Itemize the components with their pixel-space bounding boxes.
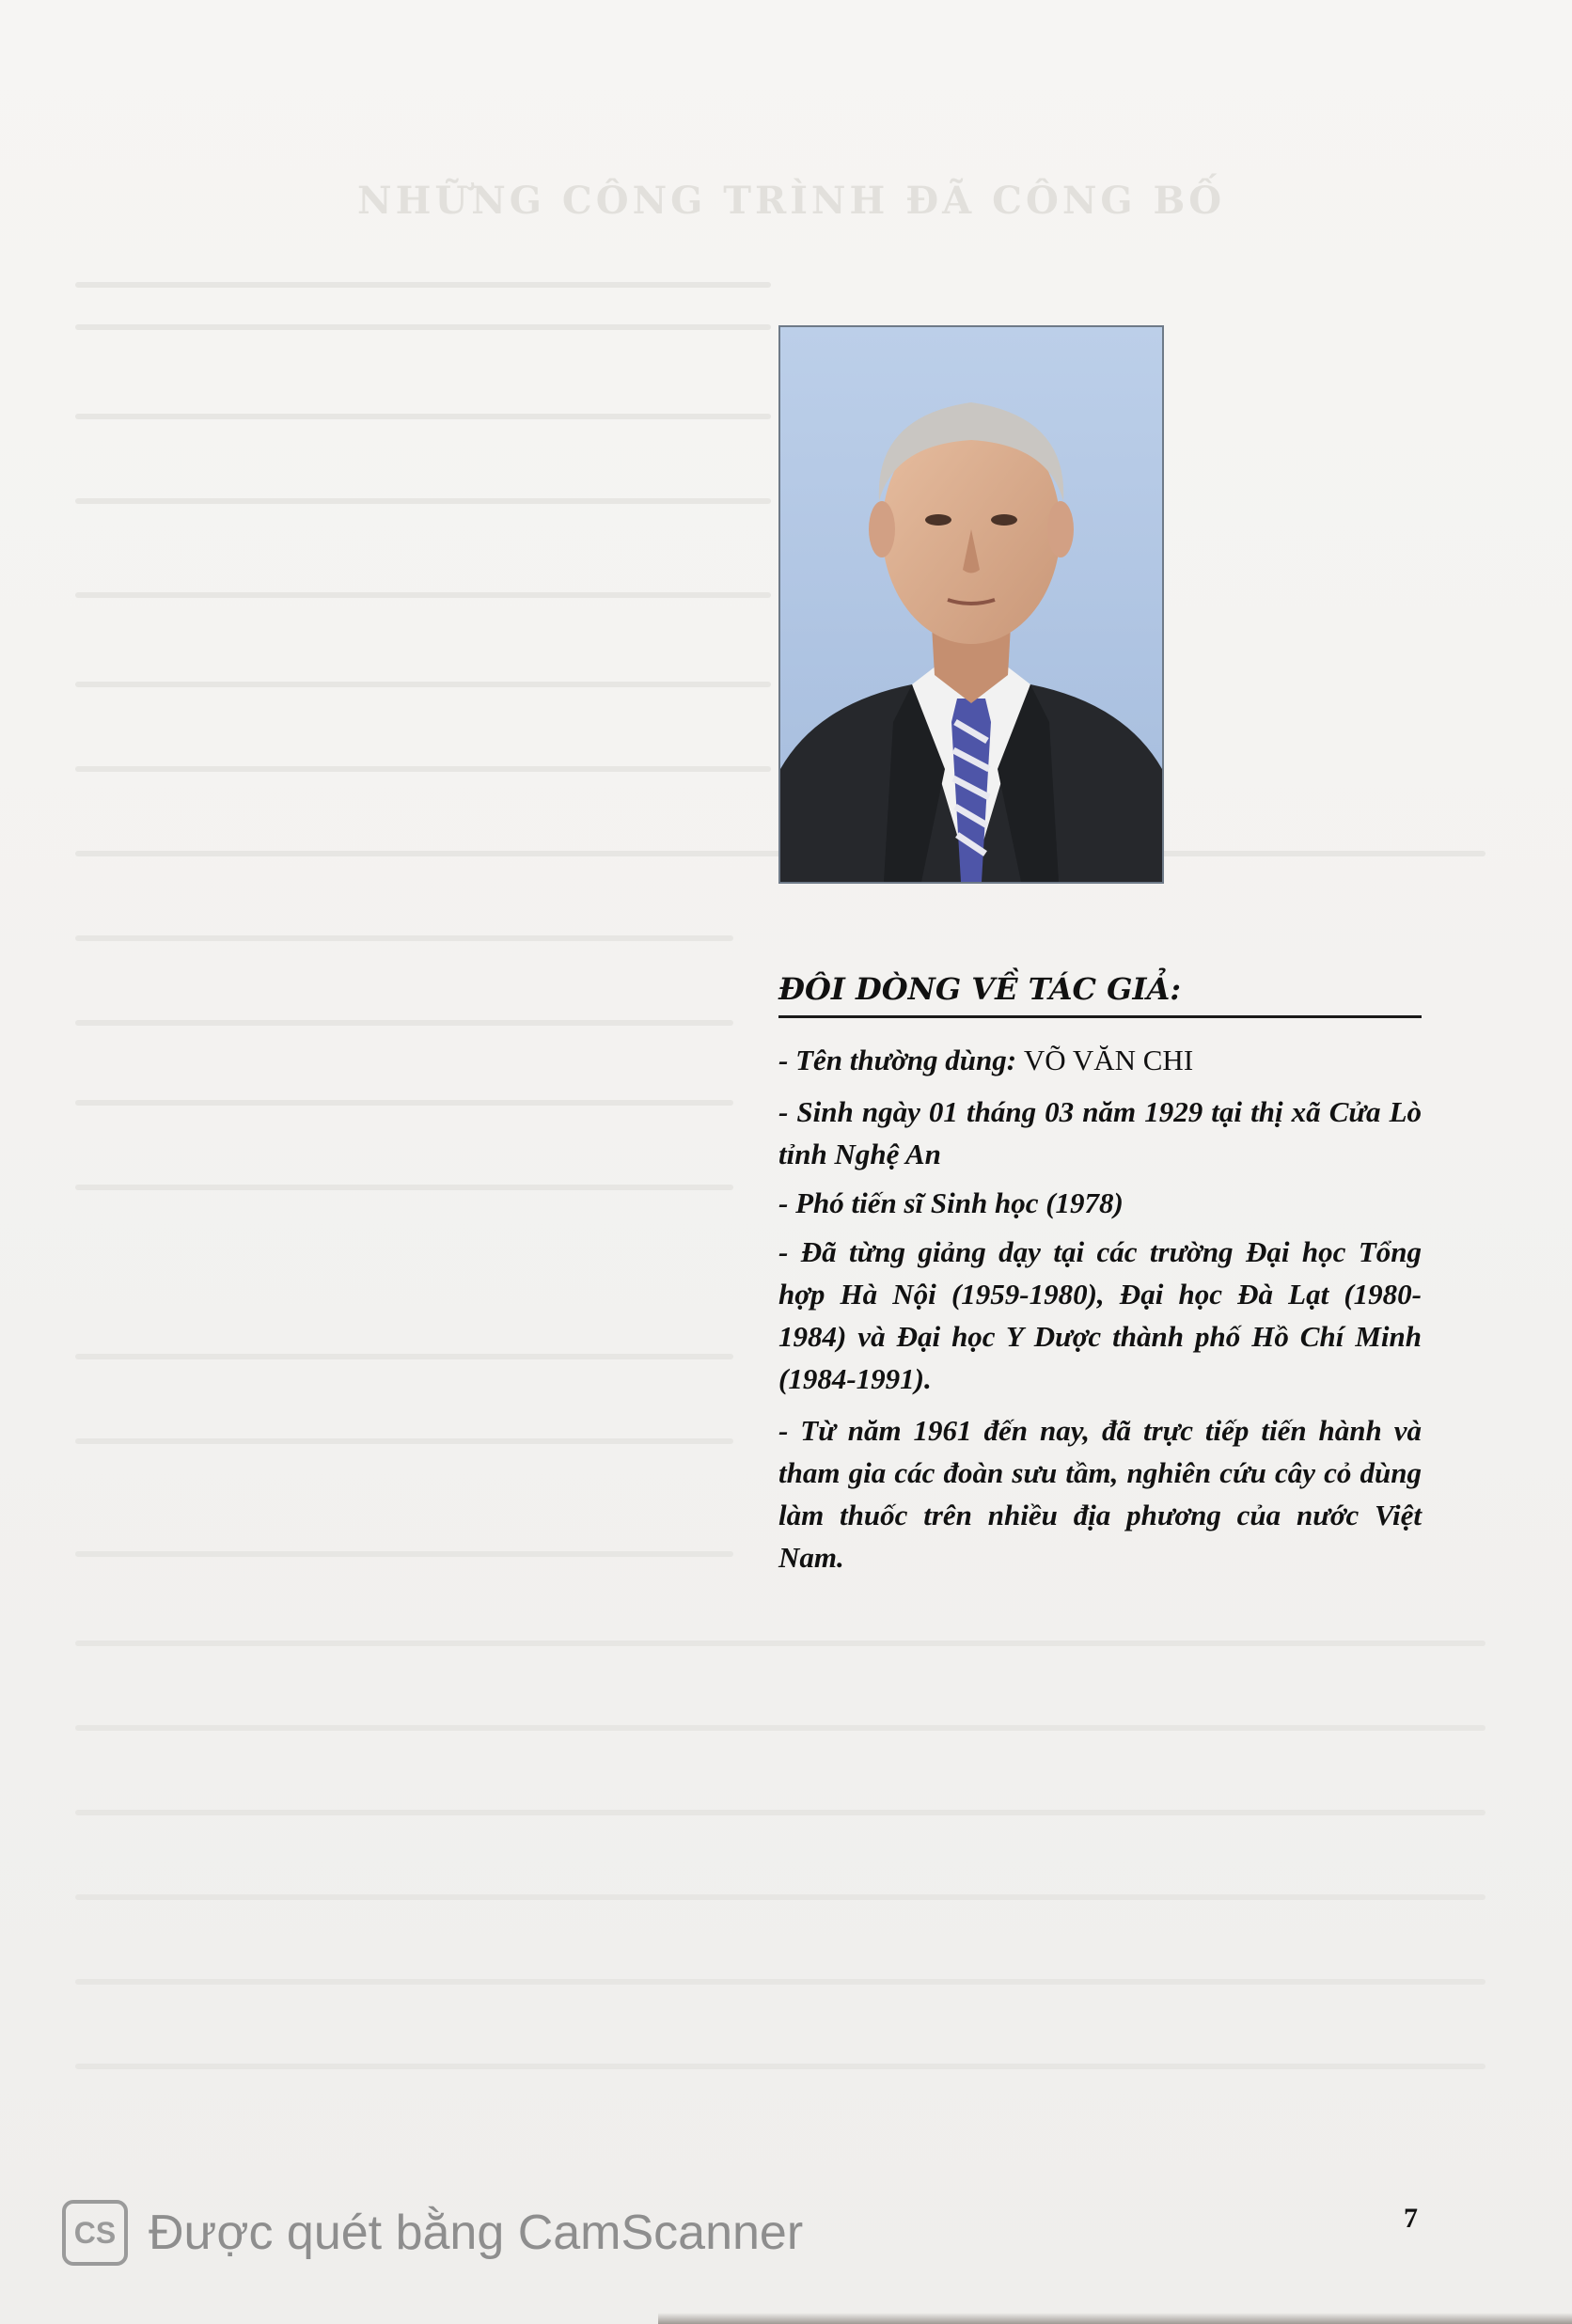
- author-photo: [778, 325, 1164, 884]
- bio-item-common-name: [778, 1039, 1422, 1081]
- bleed-title: NHỮNG CÔNG TRÌNH ĐÃ CÔNG BỐ: [357, 179, 1226, 223]
- bio-item-degree: - Phó tiến sĩ Sinh học (1978): [778, 1186, 1124, 1219]
- page-number: 7: [1404, 2203, 1418, 2234]
- bio-item-label: - Tên thường dùng:: [778, 1044, 1024, 1076]
- heading-rule: [778, 1015, 1422, 1018]
- camscanner-watermark: [62, 2200, 803, 2266]
- author-bio: [778, 968, 1422, 1585]
- author-name: VÕ VĂN CHI: [1023, 1044, 1194, 1076]
- bio-item-research: - Từ năm 1961 đến nay, đã trực tiếp tiến hành và tham gia các đoàn sưu tầm, nghiên cứu cây cỏ dùng làm thuốc trên nhiều địa phương của nước Việt Nam.: [778, 1414, 1422, 1574]
- page-edge-shadow: [658, 2313, 1572, 2324]
- bio-item-birth: - Sinh ngày 01 tháng 03 năm 1929 tại thị xã Cửa Lò tỉnh Nghệ An: [778, 1095, 1422, 1170]
- bio-heading: ĐÔI DÒNG VỀ TÁC GIẢ:: [778, 971, 1182, 1007]
- camscanner-logo-icon: CS: [62, 2200, 128, 2266]
- bio-item-teaching: - Đã từng giảng dạy tại các trường Đại học Tổng hợp Hà Nội (1959-1980), Đại học Đà Lạt (1980-1984) và Đại học Y Dược thành phố Hồ Chí Minh (1984-1991).: [778, 1235, 1422, 1395]
- watermark-text: Được quét bằng CamScanner: [149, 2206, 804, 2260]
